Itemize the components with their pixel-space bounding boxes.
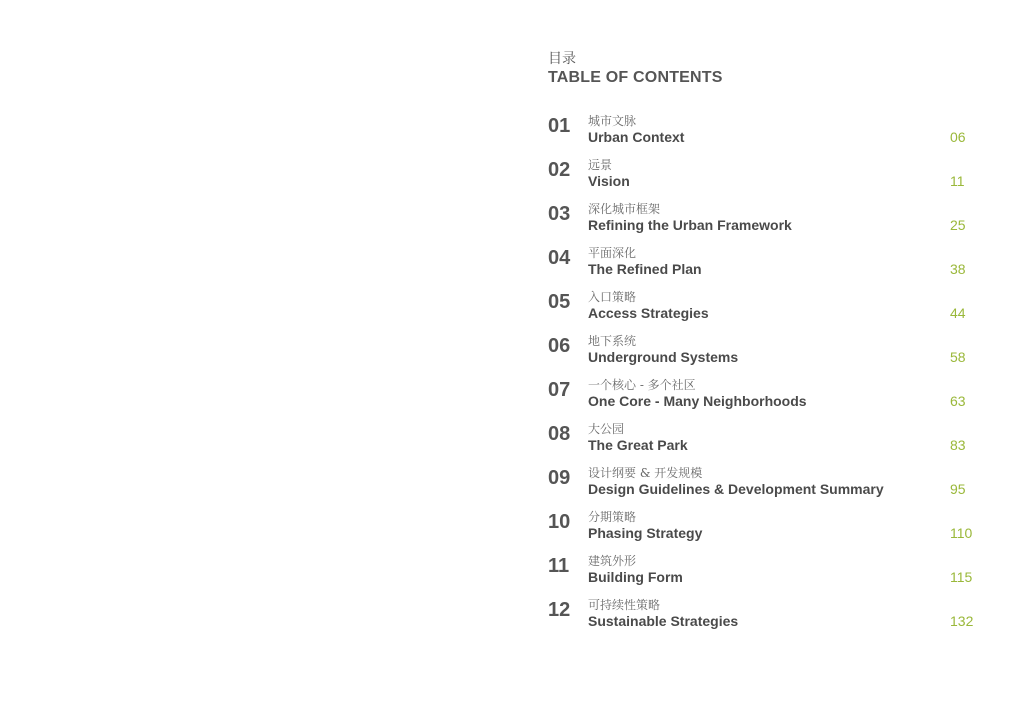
chapter-title-chinese: 深化城市框架	[588, 202, 661, 216]
toc-entry-08[interactable]	[548, 423, 988, 467]
toc-title-chinese: 目录	[548, 51, 576, 67]
chapter-title-chinese: 地下系统	[588, 334, 637, 348]
chapter-title-chinese: 设计纲要 & 开发规模	[588, 466, 703, 480]
chapter-page-number: 11	[950, 173, 965, 189]
toc-list	[548, 115, 988, 643]
chapter-title-english: Building Form	[588, 569, 683, 585]
chapter-title-chinese: 远景	[588, 158, 613, 172]
toc-entry-11[interactable]	[548, 555, 988, 599]
toc-entry-09[interactable]	[548, 467, 988, 511]
chapter-title-chinese: 可持续性策略	[588, 598, 661, 612]
chapter-page-number: 110	[950, 525, 973, 541]
chapter-number: 02	[548, 159, 571, 181]
chapter-title-english: Refining the Urban Framework	[588, 217, 792, 233]
chapter-title-english: Phasing Strategy	[588, 525, 703, 541]
chapter-title-chinese: 分期策略	[588, 510, 637, 524]
chapter-number: 10	[548, 511, 571, 533]
chapter-number: 04	[548, 247, 571, 269]
chapter-page-number: 63	[950, 393, 966, 409]
chapter-title-english: One Core - Many Neighborhoods	[588, 393, 807, 409]
chapter-title-chinese: 大公园	[588, 422, 625, 436]
table-of-contents	[548, 50, 988, 629]
chapter-title-english: Access Strategies	[588, 305, 709, 321]
chapter-page-number: 115	[950, 569, 973, 585]
toc-entry-03[interactable]	[548, 203, 988, 247]
chapter-page-number: 83	[950, 437, 966, 453]
toc-entry-07[interactable]	[548, 379, 988, 423]
chapter-title-chinese: 平面深化	[588, 246, 637, 260]
toc-entry-06[interactable]	[548, 335, 988, 379]
chapter-title-english: Vision	[588, 173, 630, 189]
chapter-title-english: The Great Park	[588, 437, 688, 453]
toc-title-english: TABLE OF CONTENTS	[548, 69, 723, 86]
chapter-page-number: 58	[950, 349, 966, 365]
toc-entry-02[interactable]	[548, 159, 988, 203]
toc-entry-12[interactable]	[548, 599, 988, 643]
chapter-number: 08	[548, 423, 571, 445]
chapter-number: 05	[548, 291, 571, 313]
toc-entry-04[interactable]	[548, 247, 988, 291]
toc-entry-10[interactable]	[548, 511, 988, 555]
chapter-page-number: 95	[950, 481, 966, 497]
chapter-page-number: 44	[950, 305, 966, 321]
chapter-page-number: 38	[950, 261, 966, 277]
chapter-title-english: Underground Systems	[588, 349, 739, 365]
toc-entry-05[interactable]	[548, 291, 988, 335]
chapter-number: 01	[548, 115, 571, 137]
chapter-title-chinese: 一个核心 - 多个社区	[588, 378, 696, 392]
chapter-number: 06	[548, 335, 571, 357]
chapter-title-english: The Refined Plan	[588, 261, 702, 277]
chapter-number: 11	[548, 555, 570, 577]
chapter-title-chinese: 建筑外形	[588, 554, 637, 568]
chapter-page-number: 25	[950, 217, 966, 233]
chapter-title-chinese: 城市文脉	[588, 114, 637, 128]
toc-entry-01[interactable]	[548, 115, 988, 159]
chapter-page-number: 06	[950, 129, 966, 145]
chapter-title-english: Urban Context	[588, 129, 685, 145]
chapter-number: 09	[548, 467, 571, 489]
chapter-page-number: 132	[950, 613, 974, 629]
chapter-title-english: Sustainable Strategies	[588, 613, 739, 629]
chapter-number: 07	[548, 379, 571, 401]
chapter-title-chinese: 入口策略	[588, 290, 637, 304]
chapter-number: 03	[548, 203, 571, 225]
chapter-number: 12	[548, 599, 571, 621]
chapter-title-english: Design Guidelines & Development Summary	[588, 481, 884, 497]
